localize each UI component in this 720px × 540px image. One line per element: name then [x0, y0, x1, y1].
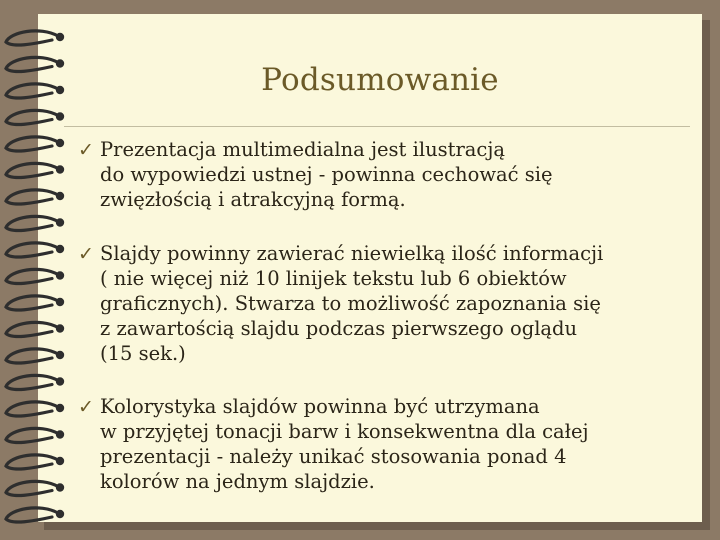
bullet-line: prezentacji - należy unikać stosowania ponad 4 — [100, 445, 567, 468]
binding-ring — [6, 269, 64, 283]
binding-ring — [6, 243, 64, 257]
binding-ring — [6, 455, 64, 469]
binding-ring — [6, 216, 64, 230]
binding-ring — [6, 428, 64, 442]
bullet-line: z zawartością slajdu podczas pierwszego oglądu — [100, 317, 578, 340]
binding-ring — [6, 349, 64, 363]
bullet-line: kolorów na jednym slajdzie. — [100, 470, 375, 493]
bullet-line: do wypowiedzi ustnej - powinna cechować się — [100, 163, 553, 186]
bullet-line: Slajdy powinny zawierać niewielką ilość informacji — [100, 242, 604, 265]
bullet-line: Prezentacja multimedialna jest ilustracją — [100, 138, 506, 161]
bullet-line: ( nie więcej niż 10 linijek tekstu lub 6 obiektów — [100, 267, 567, 290]
binding-ring — [6, 110, 64, 124]
binding-ring — [6, 508, 64, 522]
spiral-binding — [0, 0, 80, 540]
bullet-text-2 — [100, 241, 670, 366]
title-divider — [64, 126, 690, 127]
binding-ring — [6, 31, 64, 45]
binding-ring — [6, 375, 64, 389]
bullet-line: w przyjętej tonacji barw i konsekwentna dla całej — [100, 420, 589, 443]
bullet-text-3 — [100, 394, 670, 494]
binding-ring — [6, 57, 64, 71]
bullet-line: (15 sek.) — [100, 342, 186, 365]
binding-ring — [6, 163, 64, 177]
bullet-line: graficznych). Stwarza to możliwość zapoznania się — [100, 292, 601, 315]
binding-ring — [6, 296, 64, 310]
bullet-line: Kolorystyka slajdów powinna być utrzymana — [100, 395, 540, 418]
binding-ring — [6, 481, 64, 495]
binding-ring — [6, 402, 64, 416]
binding-ring — [6, 322, 64, 336]
checkmark-icon: ✓ — [78, 139, 94, 161]
binding-ring — [6, 190, 64, 204]
binding-ring — [6, 84, 64, 98]
slide-title: Podsumowanie — [261, 62, 499, 98]
bullet-text-1 — [100, 137, 670, 212]
checkmark-icon: ✓ — [78, 396, 94, 418]
bullet-line: zwięzłością i atrakcyjną formą. — [100, 188, 406, 211]
binding-ring — [6, 137, 64, 151]
checkmark-icon: ✓ — [78, 243, 94, 265]
